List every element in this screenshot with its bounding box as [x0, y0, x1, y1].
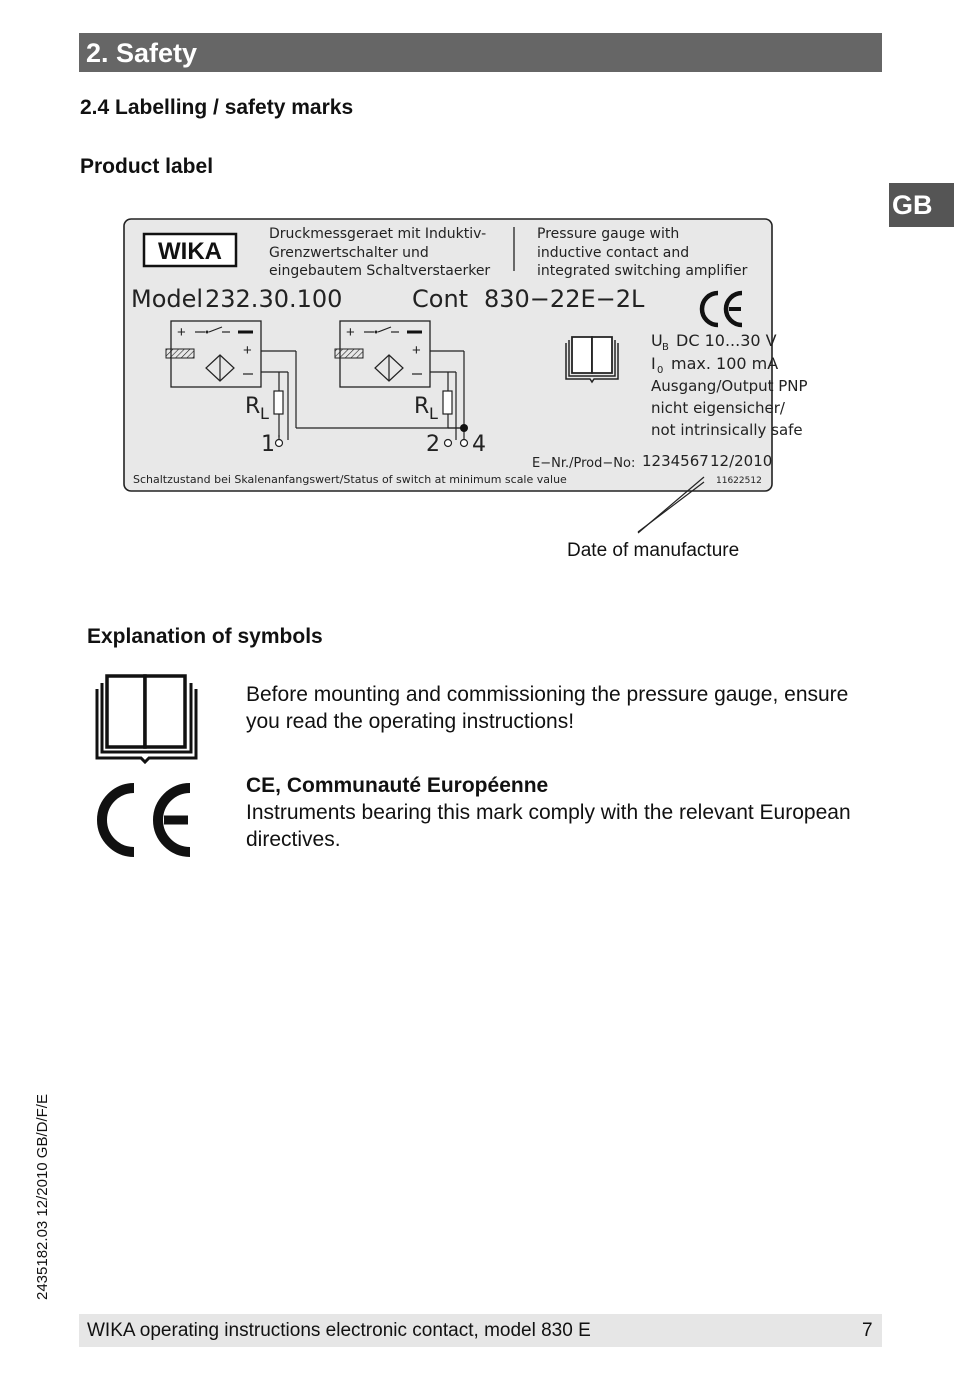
symbol-2-title: CE, Communauté Européenne: [246, 774, 549, 797]
cont-label: Cont: [412, 285, 469, 313]
rl-sub-1: L: [260, 404, 269, 423]
product-label-heading: Product label: [80, 155, 214, 178]
desc-en-line-3: integrated switching amplifier: [537, 263, 748, 279]
desc-en-line-2: inductive contact and: [537, 245, 690, 261]
symbol-1-text: Before mounting and commissioning the pressure gauge, ensure you read the operating instructions!: [246, 683, 849, 733]
date-value: 12/2010: [710, 452, 773, 470]
symbol-2-text: Instruments bearing this mark comply with the relevant European directives.: [246, 801, 851, 851]
footer-text: WIKA operating instructions electronic contact, model 830 E: [87, 1320, 591, 1341]
wika-logo-text: WIKA: [158, 238, 222, 265]
output-spec: Ausgang/Output PNP: [651, 377, 808, 395]
wika-logo: [144, 234, 236, 266]
page-title: 2. Safety: [86, 38, 198, 68]
desc-en-line-1: Pressure gauge with: [537, 226, 680, 242]
io-symbol: I: [651, 354, 656, 373]
desc-de-line-2: Grenzwertschalter und: [269, 245, 429, 261]
svg-text:+: +: [412, 342, 421, 359]
svg-text:+: +: [346, 324, 355, 341]
date-of-manufacture-callout: Date of manufacture: [567, 540, 740, 561]
symbols-heading: Explanation of symbols: [87, 625, 323, 648]
enr-value: 1234567: [642, 452, 709, 470]
model-value: 232.30.100: [205, 285, 343, 313]
ub-value: DC 10...30 V: [676, 331, 777, 350]
ce-mark-icon: [94, 780, 198, 860]
book-small-icon: [566, 337, 618, 382]
rl-label-2: R: [414, 394, 430, 419]
cont-value: 830−22E−2L: [484, 285, 645, 313]
product-label-plate: [120, 215, 808, 497]
desc-de-line-1: Druckmessgeraet mit Induktiv-: [269, 226, 487, 242]
ub-sub: B: [662, 342, 669, 353]
language-tab[interactable]: GB: [889, 183, 954, 227]
header-bar: [79, 33, 882, 72]
terminal-2-label: 2: [426, 432, 440, 457]
not-safe-de: nicht eigensicher/: [651, 399, 785, 417]
model-label: Model: [131, 285, 204, 313]
label-code: 11622512: [716, 476, 762, 486]
page-number: 7: [862, 1320, 873, 1341]
desc-de-line-3: eingebautem Schaltverstaerker: [269, 263, 491, 279]
not-safe-en: not intrinsically safe: [651, 421, 803, 439]
terminal-1-label: 1: [261, 432, 275, 457]
rl-sub-2: L: [429, 404, 438, 423]
svg-text:+: +: [177, 324, 186, 341]
section-title: 2.4 Labelling / safety marks: [80, 96, 354, 119]
enr-label: E−Nr./Prod−No:: [532, 456, 636, 471]
ub-symbol: U: [651, 331, 663, 350]
rl-label-1: R: [245, 394, 261, 419]
io-sub: 0: [657, 365, 664, 376]
book-icon: [94, 672, 200, 762]
switch-status-text: Schaltzustand bei Skalenanfangswert/Status of switch at minimum scale value: [133, 473, 567, 486]
document-code: 2435182.03 12/2010 GB/D/F/E: [34, 1094, 51, 1300]
callout-line: [630, 480, 710, 536]
terminal-4-label: 4: [472, 432, 486, 457]
svg-text:+: +: [243, 342, 252, 359]
io-value: max. 100 mA: [671, 354, 779, 373]
